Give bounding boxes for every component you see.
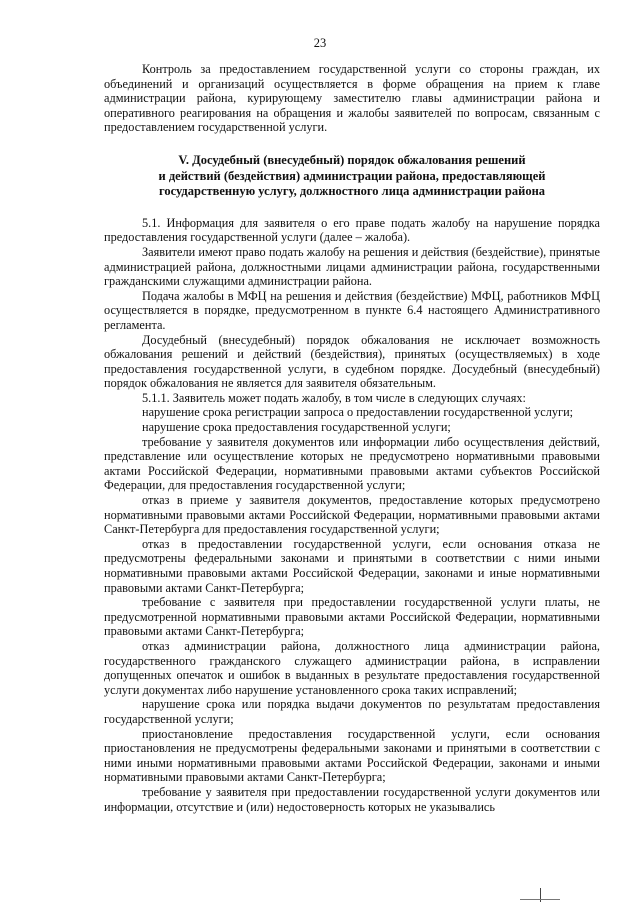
paragraph: Подача жалобы в МФЦ на решения и действия (бездействие) МФЦ, работников МФЦ осуществляется в порядке, предусмотренном в пункте 6.4 настоящего Административного регламента. bbox=[104, 288, 600, 332]
list-item: требование с заявителя при предоставлении государственной услуги платы, не предусмотренной нормативными правовыми актами Российской Федерации, нормативными правовыми актами Санкт-Петербурга; bbox=[104, 595, 600, 639]
paragraph: Заявители имеют право подать жалобу на решения и действия (бездействие), принятые администрацией района, должностными лицами администрации района, государственными гражданскими служащими администрации района. bbox=[104, 244, 600, 289]
scan-line bbox=[520, 899, 560, 900]
section-heading bbox=[104, 153, 600, 200]
list-item: нарушение срока регистрации запроса о предоставлении государственной услуги; bbox=[142, 405, 574, 420]
list-item: требование у заявителя документов или информации либо осуществления действий, представление или осуществление которых не предусмотрено нормативными правовыми актами Российской Федерации, нормативными правовыми актами субъектов Российской Федерации, для предоставления государственной услуги; bbox=[104, 434, 600, 493]
list-item: требование у заявителя при предоставлении государственной услуги документов или информации, отсутствие и (или) недостоверность которых не указывались bbox=[104, 784, 600, 814]
paragraph: 5.1. Информация для заявителя о его праве подать жалобу на нарушение порядка предоставления государственной услуги (далее – жалоба). bbox=[104, 215, 600, 245]
list-item: отказ администрации района, должностного лица администрации района, государственного гражданского служащего администрации района, в исправлении допущенных опечаток и ошибок в выданных в результате предоставления государственной услуги документах либо нарушение установленного срока таких исправлений; bbox=[104, 638, 600, 697]
paragraph: 5.1.1. Заявитель может подать жалобу, в том числе в следующих случаях: bbox=[142, 390, 526, 405]
list-item: приостановление предоставления государственной услуги, если основания приостановления не предусмотрены федеральными законами и принятыми в соответствии с ними иными нормативными правовыми актами Российской Федерации, законами и иными нормативными правовыми актами Санкт-Петербурга; bbox=[104, 726, 600, 785]
list-item: нарушение срока или порядка выдачи документов по результатам предоставления государственной услуги; bbox=[104, 697, 600, 726]
list-item: отказ в предоставлении государственной услуги, если основания отказа не предусмотрены федеральными законами и принятыми в соответствии с ними иными нормативными правовыми актами Российской Федерации, законами и иные нормативными правовыми актами Санкт-Петербурга; bbox=[104, 536, 600, 595]
list-item: отказ в приеме у заявителя документов, предоставление которых предусмотрено нормативными правовыми актами Российской Федерации, нормативными правовыми актами Санкт-Петербурга для предоставления государственной услуги; bbox=[104, 493, 600, 537]
section-heading-line: государственную услугу, должностного лица администрации района bbox=[158, 184, 546, 199]
intro-paragraph: Контроль за предоставлением государственной услуги со стороны граждан, их объединений и организаций осуществляется в форме обращения на прием к главе администрации района, курирующему заместителю главы администрации района и оперативного реагирования на обращения и жалобы заявителей по вопросам, связанным с предоставлением государственной услуги. bbox=[104, 62, 600, 135]
page-number: 23 bbox=[313, 36, 327, 50]
list-item: нарушение срока предоставления государственной услуги; bbox=[142, 420, 451, 435]
section-heading-line: и действий (бездействия) администрации района, предоставляющей bbox=[158, 168, 546, 183]
document-body bbox=[104, 62, 600, 814]
section-heading-line: V. Досудебный (внесудебный) порядок обжалования решений bbox=[178, 152, 526, 167]
paragraph: Досудебный (внесудебный) порядок обжалования не исключает возможность обжалования решений и действий (бездействия), принятых (осуществляемых) в ходе предоставления государственной услуги, в судебном порядке. Досудебный (внесудебный) порядок обжалования не является для заявителя обязательным. bbox=[104, 332, 600, 391]
